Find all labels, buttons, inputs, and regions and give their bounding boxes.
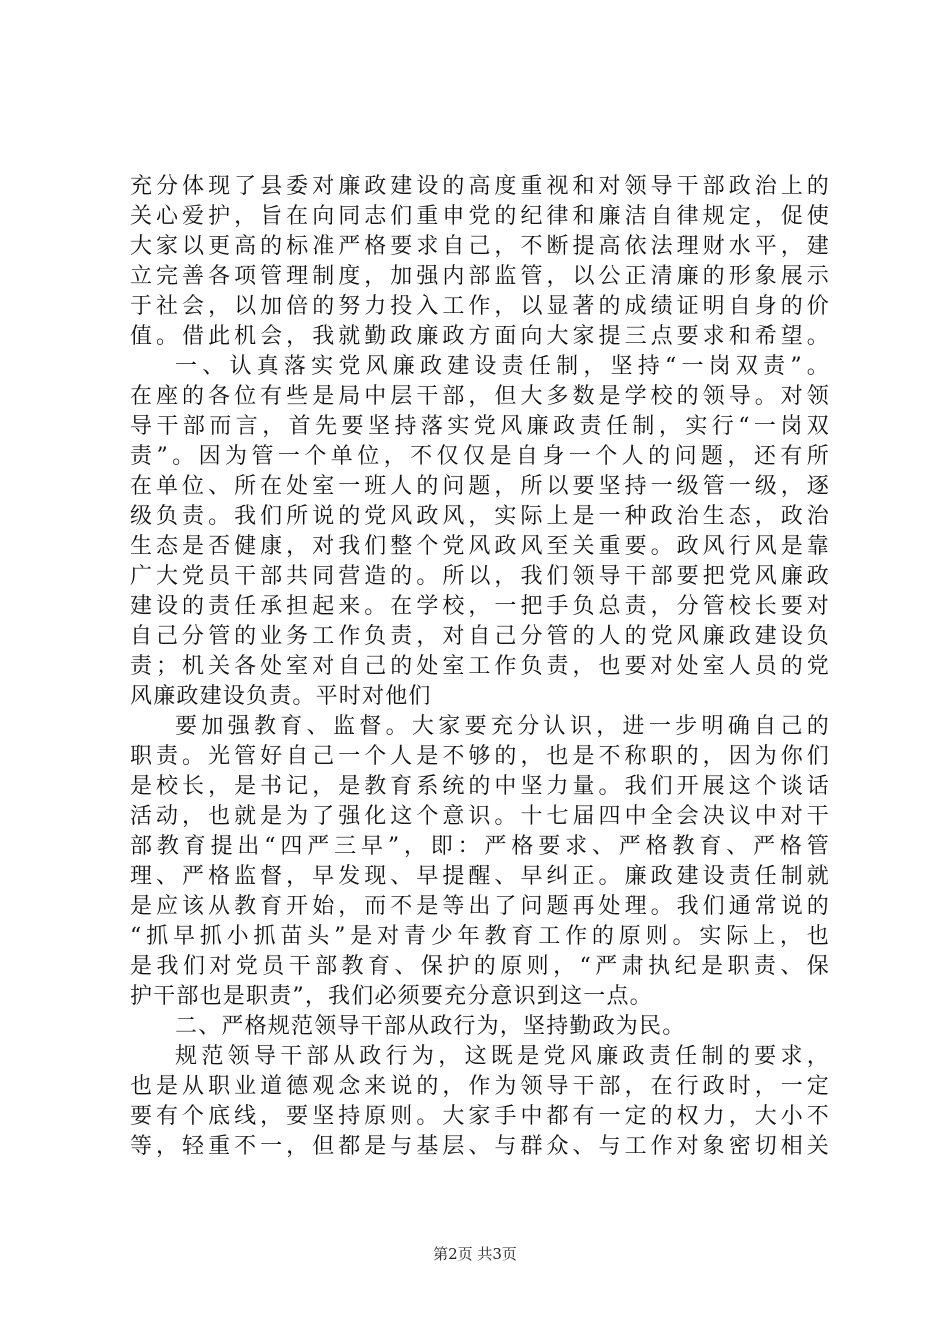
text-line: 建设的责任承担起来。在学校，一把手负总责，分管校长要对 bbox=[130, 594, 830, 619]
text-line: 理、严格监督，早发现、早提醒、早纠正。廉政建设责任制就 bbox=[130, 864, 830, 889]
text-line: 规范领导干部从政行为，这既是党风廉政责任制的要求， bbox=[175, 1044, 830, 1069]
text-line: 自己分管的业务工作负责，对自己分管的人的党风廉政建设负 bbox=[130, 624, 830, 649]
text-line: 导干部而言，首先要坚持落实党风廉政责任制，实行“一岗双 bbox=[130, 414, 830, 439]
page-footer bbox=[0, 1244, 950, 1264]
text-line: 要有个底线，要坚持原则。大家手中都有一定的权力，大小不 bbox=[130, 1104, 830, 1129]
text-line: 责”。因为管一个单位，不仅仅是自身一个人的问题，还有所 bbox=[130, 444, 830, 469]
text-line: 于社会，以加倍的努力投入工作，以显著的成绩证明自身的价 bbox=[130, 294, 830, 319]
text-line: 级负责。我们所说的党风政风，实际上是一种政治生态，政治 bbox=[130, 504, 830, 529]
text-line: 等，轻重不一，但都是与基层、与群众、与工作对象密切相关 bbox=[130, 1134, 830, 1159]
text-line: 在座的各位有些是局中层干部，但大多数是学校的领导。对领 bbox=[130, 384, 830, 409]
text-line: 也是从职业道德观念来说的，作为领导干部，在行政时，一定 bbox=[130, 1074, 830, 1099]
text-line: 职责。光管好自己一个人是不够的，也是不称职的，因为你们 bbox=[130, 744, 830, 769]
text-line: 是应该从教育开始，而不是等出了问题再处理。我们通常说的 bbox=[130, 894, 830, 919]
text-line: “抓早抓小抓苗头”是对青少年教育工作的原则。实际上，也 bbox=[130, 924, 830, 949]
page-number-label: 第2页 共3页 bbox=[433, 1245, 517, 1263]
text-line: 部教育提出“四严三早”，即：严格要求、严格教育、严格管 bbox=[130, 834, 830, 859]
section-heading-2: 二、严格规范领导干部从政行为，坚持勤政为民。 bbox=[175, 1014, 686, 1039]
text-line: 大家以更高的标准严格要求自己，不断提高依法理财水平，建 bbox=[130, 234, 830, 259]
text-line: 活动，也就是为了强化这个意识。十七届四中全会决议中对干 bbox=[130, 804, 830, 829]
text-line: 充分体现了县委对廉政建设的高度重视和对领导干部政治上的 bbox=[130, 174, 830, 199]
text-line: 生态是否健康，对我们整个党风政风至关重要。政风行风是靠 bbox=[130, 534, 830, 559]
text-line: 广大党员干部共同营造的。所以，我们领导干部要把党风廉政 bbox=[130, 564, 830, 589]
text-line: 在单位、所在处室一班人的问题，所以要坚持一级管一级，逐 bbox=[130, 474, 830, 499]
text-line: 值。借此机会，我就勤政廉政方面向大家提三点要求和希望。 bbox=[130, 324, 830, 349]
text-line: 关心爱护，旨在向同志们重申党的纪律和廉洁自律规定，促使 bbox=[130, 204, 830, 229]
text-line: 是我们对党员干部教育、保护的原则，“严肃执纪是职责、保 bbox=[130, 954, 830, 979]
text-line: 风廉政建设负责。平时对他们 bbox=[130, 684, 432, 709]
document-body bbox=[130, 172, 830, 1162]
text-line: 护干部也是职责”，我们必须要充分意识到这一点。 bbox=[130, 984, 653, 1009]
text-line: 责；机关各处室对自己的处室工作负责，也要对处室人员的党 bbox=[130, 654, 830, 679]
text-line: 是校长，是书记，是教育系统的中坚力量。我们开展这个谈话 bbox=[130, 774, 830, 799]
section-heading-1: 一、认真落实党风廉政建设责任制，坚持“一岗双责”。 bbox=[175, 354, 830, 379]
text-line: 要加强教育、监督。大家要充分认识，进一步明确自己的 bbox=[175, 714, 830, 739]
text-line: 立完善各项管理制度，加强内部监管，以公正清廉的形象展示 bbox=[130, 264, 830, 289]
